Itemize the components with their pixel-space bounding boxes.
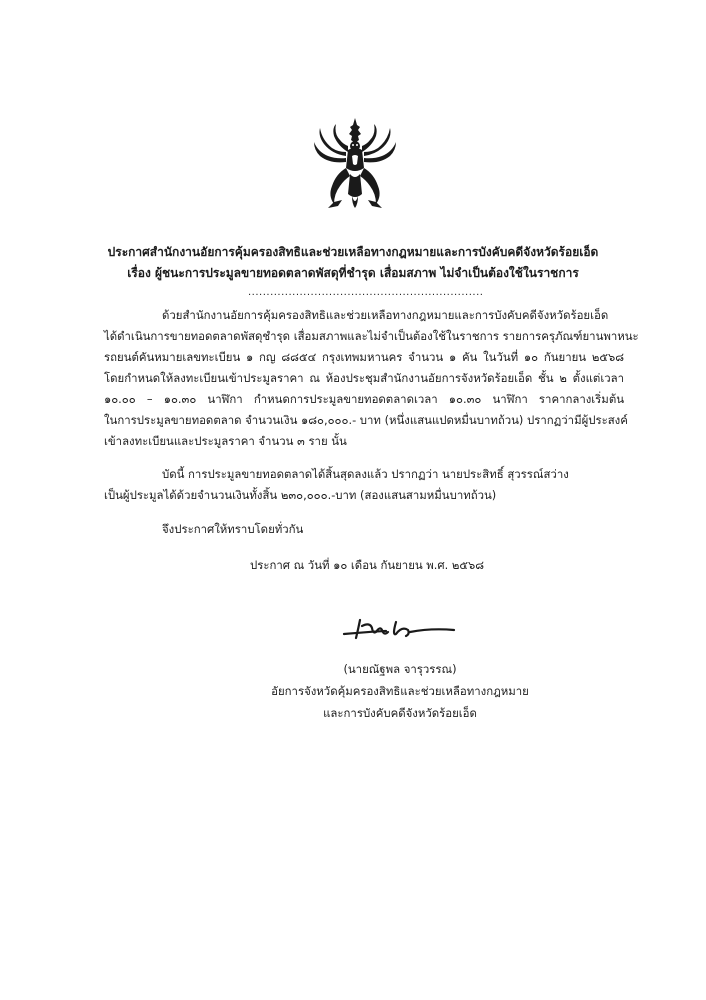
handwritten-signature (336, 608, 466, 648)
dateline: ประกาศ ณ วันที่ ๑๐ เดือน กันยายน พ.ศ. ๒๕๖๘ (250, 558, 485, 572)
signatory-name: (นายณัฐพล จารุวรรณ) (343, 662, 457, 676)
announcement-title: ประกาศสำนักงานอัยการคุ้มครองสิทธิและช่วยเหลือทางกฎหมายและการบังคับคดีจังหวัดร้อยเอ็ด (107, 245, 599, 259)
paragraph1-line-3: รถยนต์คันหมายเลขทะเบียน ๑ กญ ๘๘๕๔ กรุงเทพมหานคร จำนวน ๑ คัน ในวันที่ ๑๐ กันยายน ๒๕๖๘ (104, 350, 624, 364)
signatory-position-line-1: อัยการจังหวัดคุ้มครองสิทธิและช่วยเหลือทางกฎหมาย (271, 684, 529, 698)
paragraph1-line-2: ได้ดำเนินการขายทอดตลาดพัสดุชำรุด เสื่อมสภาพและไม่จำเป็นต้องใช้ในราชการ รายการครุภัณฑ์ยานพาหนะ (104, 329, 639, 343)
paragraph2-line-2: เป็นผู้ประมูลได้ด้วยจำนวนเงินทั้งสิ้น ๒๓๐,๐๐๐.-บาท (สองแสนสามหมื่นบาทถ้วน) (104, 488, 497, 502)
announcement-subject: เรื่อง ผู้ชนะการประมูลขายทอดตลาดพัสดุที่ชำรุด เสื่อมสภาพ ไม่จำเป็นต้องใช้ในราชการ (127, 266, 579, 280)
paragraph1-line-4: โดยกำหนดให้ลงทะเบียนเข้าประมูลราคา ณ ห้องประชุมสำนักงานอัยการจังหวัดร้อยเอ็ด ชั้น ๒ ตั้งแต่เวลา (104, 371, 624, 385)
paragraph1-line-6: ในการประมูลขายทอดตลาด จำนวนเงิน ๑๘๐,๐๐๐.- บาท (หนึ่งแสนแปดหมื่นบาทถ้วน) ปรากฏว่ามีผู้ประสงค์ (104, 413, 628, 427)
paragraph2-line-1: บัดนี้ การประมูลขายทอดตลาดได้สิ้นสุดลงแล้ว ปรากฏว่า นายประสิทธิ์ สุวรรณ์สว่าง (162, 467, 569, 481)
heading-divider: ................................................................ (248, 287, 484, 298)
signatory-position-line-2: และการบังคับคดีจังหวัดร้อยเอ็ด (323, 706, 477, 720)
paragraph1-line-1: ด้วยสำนักงานอัยการคุ้มครองสิทธิและช่วยเหลือทางกฎหมายและการบังคับคดีจังหวัดร้อยเอ็ด (162, 308, 609, 322)
garuda-emblem-icon (312, 116, 398, 210)
paragraph1-line-7: เข้าลงทะเบียนและประมูลราคา จำนวน ๓ ราย นั้น (104, 434, 347, 448)
paragraph1-line-5: ๑๐.๐๐ – ๑๐.๓๐ นาฬิกา กำหนดการประมูลขายทอดตลาดเวลา ๑๐.๓๐ นาฬิกา ราคากลางเริ่มต้น (104, 392, 624, 406)
closing-statement: จึงประกาศให้ทราบโดยทั่วกัน (162, 522, 304, 536)
